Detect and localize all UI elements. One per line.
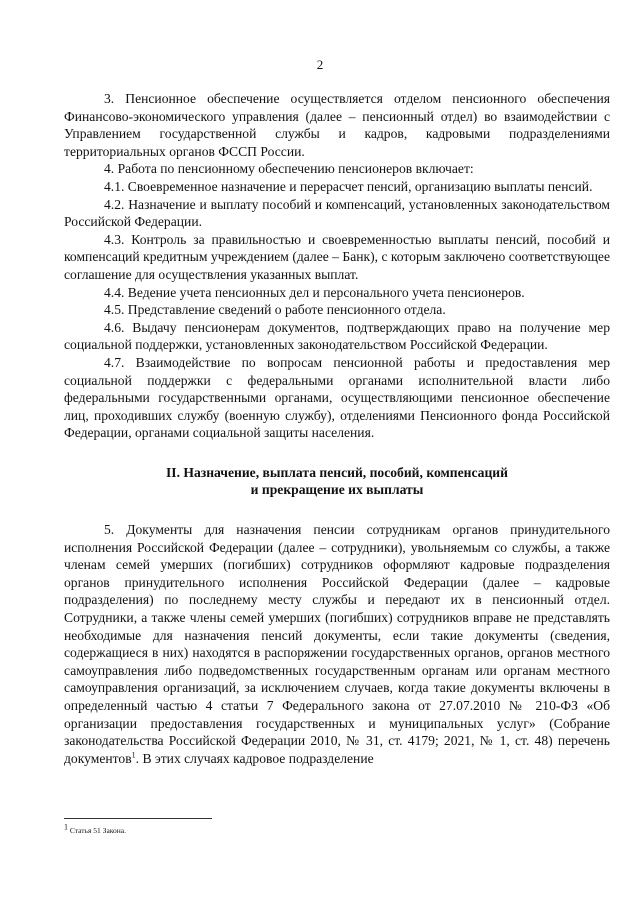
- paragraph-4: 4. Работа по пенсионному обеспечению пенсионеров включает:: [104, 161, 474, 177]
- paragraph-4-2: 4.2. Назначение и выплату пособий и компенсаций, установленных законодательством Российской Федерации.: [64, 196, 610, 230]
- paragraph-5-text: 5. Документы для назначения пенсии сотрудникам органов принудительного исполнения Российской Федерации (далее – сотрудники), увольняемым со службы, а также членам семей умерших (погибших) сотрудников оформляют кадровые подразделения органов принудительного исполнения Российской Федерации (далее – кадровые подразделения) по последнему месту службы и передают их в пенсионный отдел. Сотрудники, а также члены семей умерших (погибших) сотрудников вправе не представлять необходимые для назначения пенсий документы, если такие документы (сведения, содержащиеся в них) находятся в распоряжении государственных органов, органов местного самоуправления либо подведомственных государственным органам или органам местного самоуправления организаций, за исключением случаев, когда такие документы включены в определенный частью 4 статьи 7 Федерального закона от 27.07.2010 № 210-ФЗ «Об организации предоставления государственных и муниципальных услуг» (Собрание законодательства Российской Федерации 2010, № 31, ст. 4179; 2021, № 1, ст. 48) перечень документов: [64, 522, 610, 766]
- footnote: [64, 822, 126, 836]
- page-number: 2: [316, 57, 324, 72]
- footnote-divider: [64, 818, 212, 819]
- paragraph-4-5: 4.5. Представление сведений о работе пенсионного отдела.: [104, 302, 446, 318]
- footnote-text: Статья 51 Закона.: [68, 826, 126, 835]
- paragraph-3: 3. Пенсионное обеспечение осуществляется отделом пенсионного обеспечения Финансово-экономического управления (далее – пенсионный отдел) во взаимодействии с Управлением государственной службы и кадров, кадровыми подразделениями территориальных органов ФССП России.: [64, 91, 610, 159]
- section-heading-line-2: и прекращение их выплаты: [250, 482, 424, 498]
- paragraph-5: [64, 521, 610, 767]
- paragraph-4-4: 4.4. Ведение учета пенсионных дел и персонального учета пенсионеров.: [104, 284, 525, 300]
- document-body: [64, 90, 610, 767]
- footnote-reference[interactable]: 1: [131, 750, 136, 760]
- paragraph-5-text-after: . В этих случаях кадровое подразделение: [135, 750, 374, 766]
- paragraph-4-7: 4.7. Взаимодействие по вопросам пенсионной работы и предоставления мер социальной поддержки с федеральными органами исполнительной власти либо федеральными государственными органами, осуществляющими пенсионное обеспечение лиц, проходивших службу (военную службу), отделениями Пенсионного фонда Российской Федерации, органами социальной защиты населения.: [64, 354, 610, 441]
- paragraph-4-3: 4.3. Контроль за правильностью и своевременностью выплаты пенсий, пособий и компенсаций кредитным учреждением (далее – Банк), с которым заключено соответствующее соглашение для осуществления указанных выплат.: [64, 231, 610, 282]
- paragraph-4-1: 4.1. Своевременное назначение и перерасчет пенсий, организацию выплаты пенсий.: [104, 178, 593, 194]
- section-heading: [64, 464, 610, 499]
- paragraph-4-6: 4.6. Выдачу пенсионерам документов, подтверждающих право на получение мер социальной поддержки, установленных законодательством Российской Федерации.: [64, 319, 610, 353]
- footnote-marker: 1: [64, 822, 68, 832]
- section-heading-line-1: II. Назначение, выплата пенсий, пособий, компенсаций: [166, 464, 508, 480]
